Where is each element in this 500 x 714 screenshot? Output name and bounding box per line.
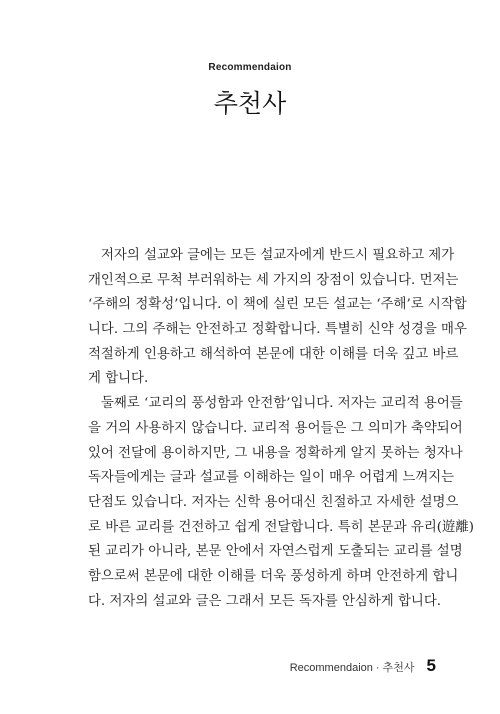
body-text (88, 244, 474, 614)
section-eyebrow: Recommendaion (208, 62, 292, 73)
body-line: 적절하게 인용하고 해석하여 본문에 대한 이해를 더욱 깊고 바르 (88, 346, 459, 362)
body-line: 둘째로 ‘교리의 풍성함과 안전함’입니다. 저자는 교리적 용어들 (101, 396, 463, 412)
body-line: 로 바른 교리를 건전하고 쉽게 전달합니다. 특히 본문과 유리(遊離) (88, 519, 474, 535)
body-line: 개인적으로 무척 부러워하는 세 가지의 장점이 있습니다. 먼저는 (88, 272, 459, 288)
running-head: Recommendaion · 추천사 (289, 662, 415, 674)
body-line: 단점도 있습니다. 저자는 신학 용어대신 친절하고 자세한 설명으 (88, 494, 459, 510)
body-line: 게 합니다. (88, 371, 149, 387)
body-line: 독자들에게는 글과 설교를 이해하는 일이 매우 어렵게 느껴지는 (88, 470, 455, 486)
body-line: 된 교리가 아니라, 본문 안에서 자연스럽게 도출되는 교리를 설명 (88, 544, 463, 560)
body-line: 니다. 그의 주해는 안전하고 정확합니다. 특별히 신약 성경을 매우 (88, 322, 467, 338)
body-line: 다. 저자의 설교와 글은 그래서 모든 독자를 안심하게 합니다. (88, 593, 442, 609)
page-footer (290, 656, 436, 676)
body-line: 저자의 설교와 글에는 모든 설교자에게 반드시 필요하고 제가 (101, 248, 455, 263)
body-line: 함으로써 본문에 대한 이해를 더욱 풍성하게 하며 안전하게 합니 (88, 568, 459, 584)
body-line: ‘주해의 정확성’입니다. 이 책에 실린 모든 설교는 ‘주해’로 시작합 (88, 297, 467, 313)
body-line: 을 거의 사용하지 않습니다. 교리적 용어들은 그 의미가 축약되어 (88, 420, 463, 436)
page-title: 추천사 (213, 90, 287, 118)
page-number: 5 (426, 656, 436, 675)
body-line: 있어 전달에 용이하지만, 그 내용을 정확하게 알지 못하는 청자나 (88, 445, 463, 461)
